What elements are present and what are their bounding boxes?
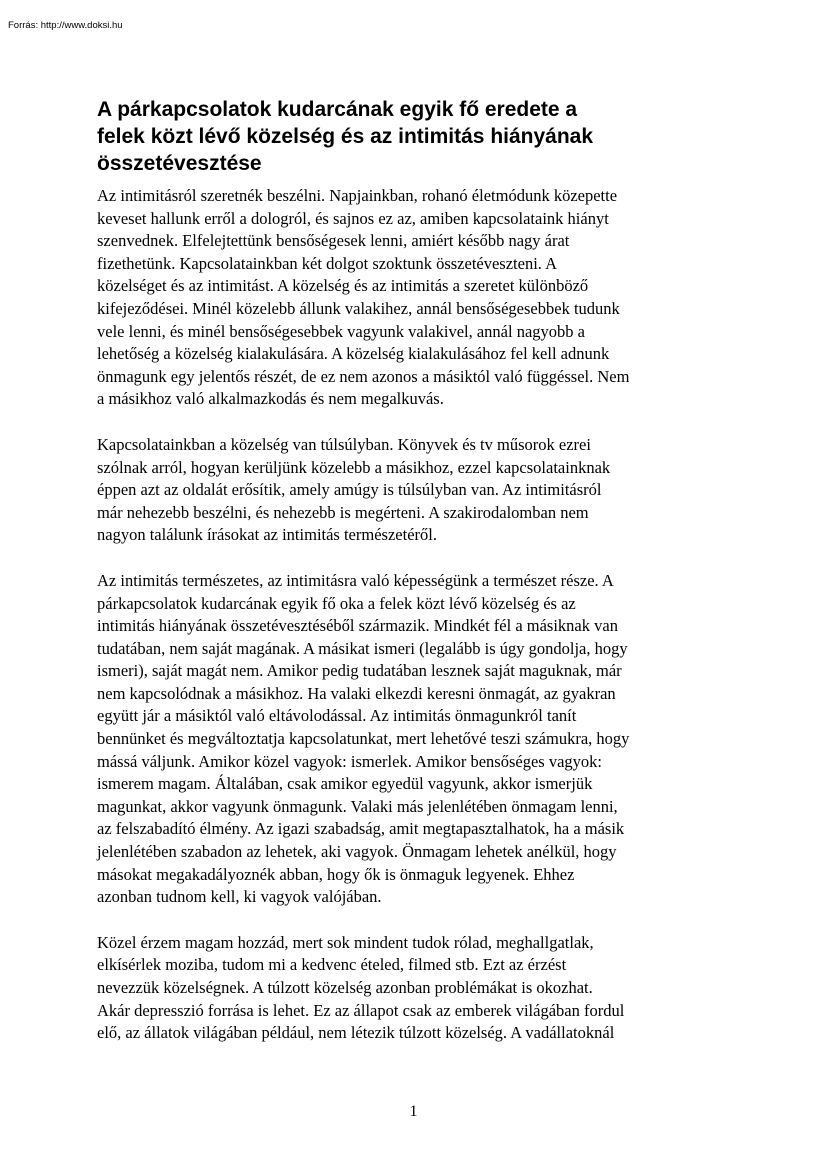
text-line: már nehezebb beszélni, és nehezebb is megérteni. A szakirodalomban nem <box>97 502 589 522</box>
text-line: önmagunk egy jelentős részét, de ez nem azonos a másiktól való függéssel. Nem <box>97 366 630 386</box>
text-line: Közel érzem magam hozzád, mert sok mindent tudok rólad, meghallgatlak, <box>97 932 594 952</box>
text-line: Az intimitásról szeretnék beszélni. Napjainkban, rohanó életmódunk közepette <box>97 186 618 205</box>
title-line: felek közt lévő közelség és az intimitás hiányának <box>97 125 594 148</box>
text-line: fizethetünk. Kapcsolatainkban két dolgot szoktunk összetéveszteni. A <box>97 253 558 273</box>
page-number: 1 <box>409 1103 418 1120</box>
text-line: ismeri), saját magát nem. Amikor pedig tudatában lesznek saját maguknak, már <box>97 661 622 681</box>
text-line: a másikhoz való alkalmazkodás és nem megalkuvás. <box>97 389 444 409</box>
text-line: vele lenni, és minél bensőségesebbek vagyunk valakivel, annál nagyobb a <box>97 321 585 341</box>
text-line: elő, az állatok világában például, nem létezik túlzott közelség. A vadállatoknál <box>97 1023 615 1043</box>
text-line: Az intimitás természetes, az intimitásra való képességünk a természet része. A <box>97 570 614 590</box>
text-line: nem kapcsolódnak a másikhoz. Ha valaki elkezdi keresni önmagát, az gyakran <box>97 683 616 703</box>
text-line: másokat megakadályoznék abban, hogy ők is önmaguk legyenek. Ehhez <box>97 864 575 884</box>
text-line: Kapcsolatainkban a közelség van túlsúlyban. Könyvek és tv műsorok ezrei <box>97 434 591 454</box>
paragraph-closeness-dominance <box>97 434 737 547</box>
text-line: mássá váljunk. Amikor közel vagyok: ismerlek. Amikor bensőséges vagyok: <box>97 751 602 771</box>
text-line: ismerem magam. Általában, csak amikor egyedül vagyunk, akkor ismerjük <box>97 774 593 794</box>
text-line: nagyon találunk írásokat az intimitás természetéről. <box>97 525 437 545</box>
text-line: együtt jár a másiktól való eltávolodással. Az intimitás önmagunkról tanít <box>97 706 577 726</box>
text-line: Akár depresszió forrása is lehet. Ez az állapot csak az emberek világában fordul <box>97 1000 625 1020</box>
text-line: bennünket és megváltoztatja kapcsolatunkat, mert lehetővé teszi számukra, hogy <box>97 729 630 749</box>
text-line: párkapcsolatok kudarcának egyik fő oka a felek közt lévő közelség és az <box>97 593 576 613</box>
text-line: éppen azt az oldalát erősítik, amely amúgy is túlsúlyban van. Az intimitásról <box>97 480 602 500</box>
text-line: keveset hallunk erről a dologról, és sajnos ez az, amiben kapcsolataink hiányt <box>97 208 609 228</box>
text-line: tudatában, nem saját magának. A másikat ismeri (legalább is úgy gondolja, hogy <box>97 638 628 658</box>
text-line: kifejeződései. Minél közelebb állunk valakihez, annál bensőségesebbek tudunk <box>97 298 620 318</box>
paragraph-intimacy-intro <box>97 185 737 411</box>
text-line: jelenlétében szabadon az lehetek, aki vagyok. Önmagam lehetek anélkül, hogy <box>97 842 617 862</box>
paragraph-nature-of-intimacy <box>97 570 737 909</box>
text-line: magunkat, akkor vagyunk önmagunk. Valaki más jelenlétében önmagam lenni, <box>97 796 618 816</box>
text-line: az felszabadító élmény. Az igazi szabadság, amit megtapasztalhatok, ha a másik <box>97 819 625 839</box>
title-line: összetévesztése <box>97 152 262 175</box>
document-body <box>97 96 737 1068</box>
text-line: elkísérlek moziba, tudom mi a kedvenc ételed, filmed stb. Ezt az érzést <box>97 955 567 975</box>
text-line: intimitás hiányának összetévesztéséből származik. Mindkét fél a másiknak van <box>97 616 618 636</box>
text-line: szólnak arról, hogyan kerüljünk közelebb a másikhoz, ezzel kapcsolatainknak <box>97 457 611 477</box>
title-line: A párkapcsolatok kudarcának egyik fő eredete a <box>97 98 578 121</box>
text-line: közelséget és az intimitást. A közelség és az intimitás a szeretet különböző <box>97 276 589 296</box>
text-line: nevezzük közelségnek. A túlzott közelség azonban problémákat is okozhat. <box>97 978 593 997</box>
text-line: lehetőség a közelség kialakulására. A közelség kialakulásához fel kell adnunk <box>97 344 610 364</box>
text-line: azonban tudnom kell, ki vagyok valójában. <box>97 887 382 907</box>
source-attribution: Forrás: http://www.doksi.hu <box>8 20 123 31</box>
paragraph-closeness-feeling <box>97 932 737 1045</box>
text-line: szenvednek. Elfelejtettünk bensőségesek lenni, amiért később nagy árat <box>97 231 570 251</box>
document-title <box>97 96 737 177</box>
